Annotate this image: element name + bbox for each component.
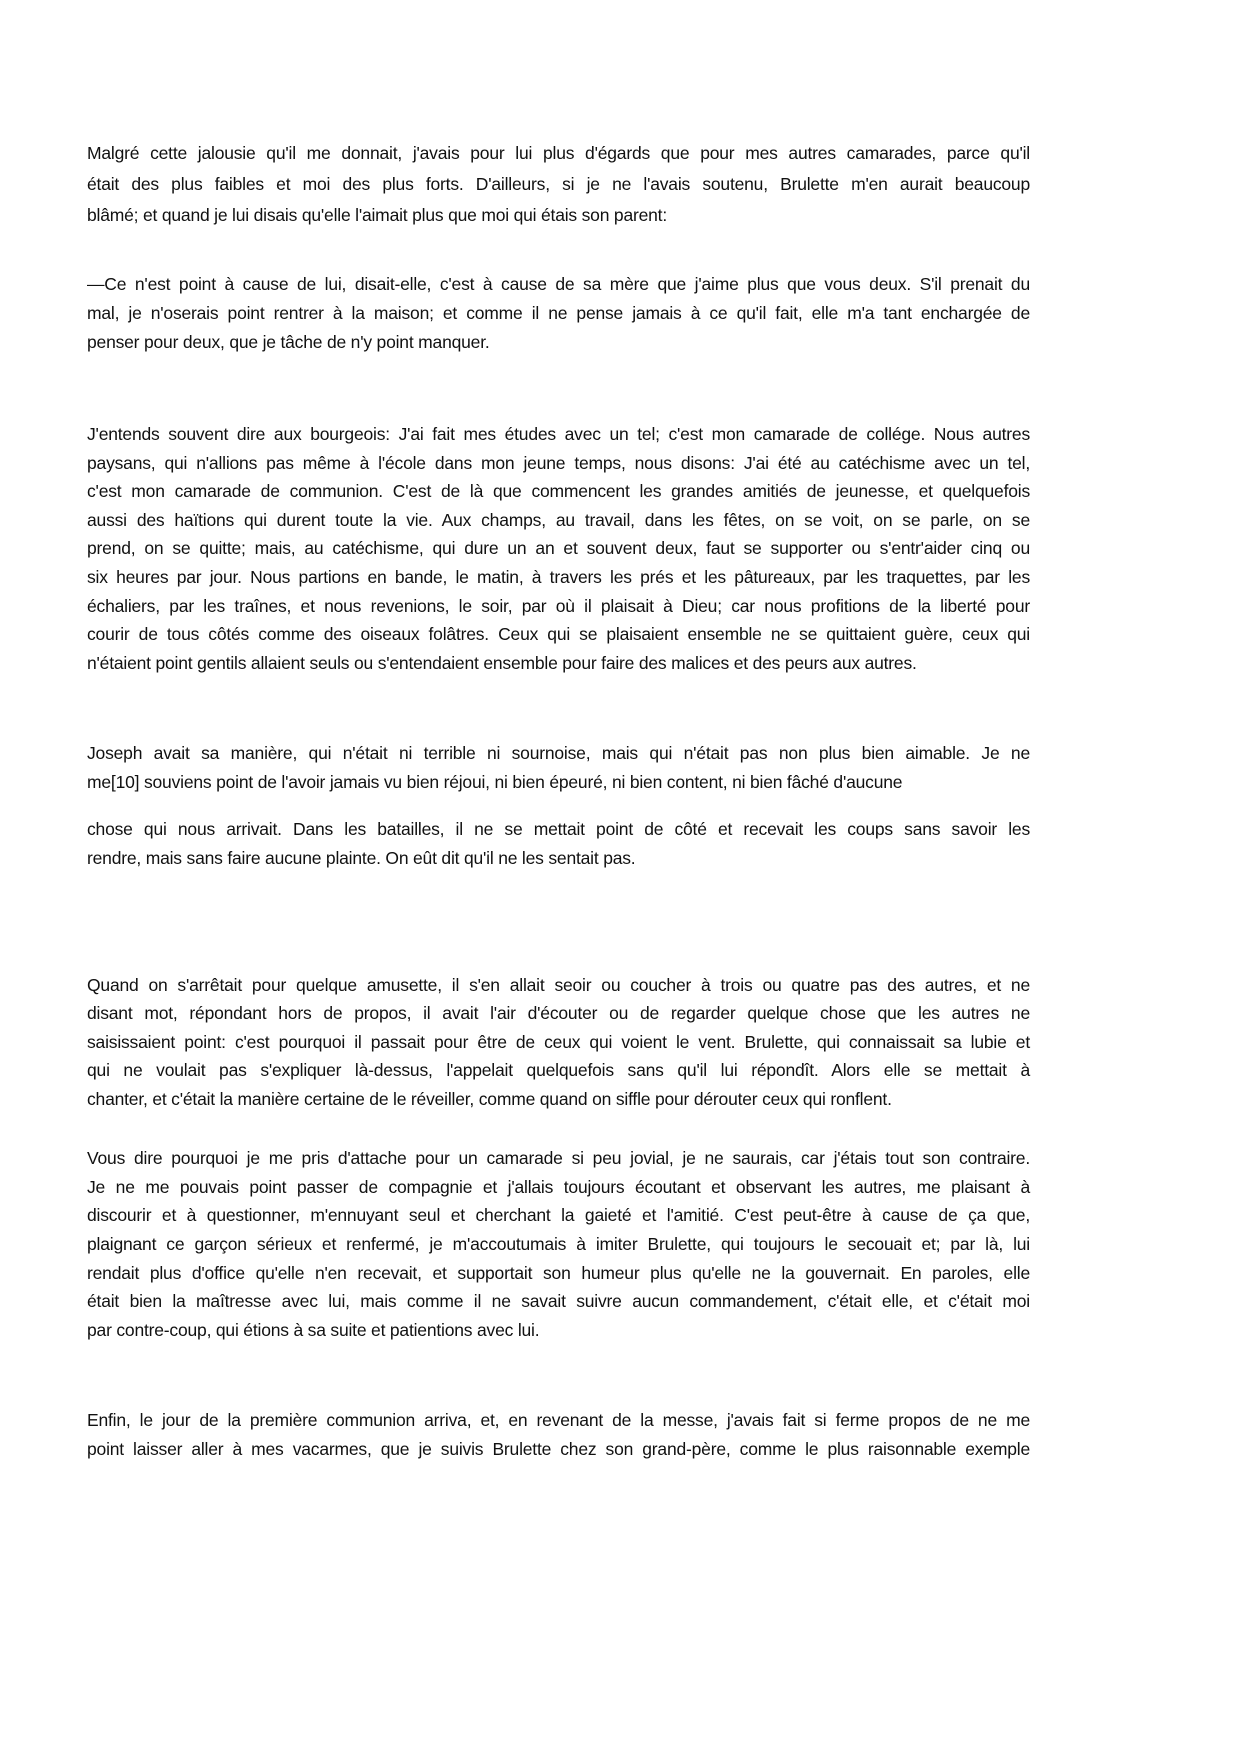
text-line: courir de tous côtés comme des oiseaux folâtres. Ceux qui se plaisaient ensemble ne se quittaient guère, ceux qui (87, 624, 1030, 645)
text-line: Je ne me pouvais point passer de compagnie et j'allais toujours écoutant et observant les autres, me plaisant à (87, 1176, 1030, 1197)
paragraph (87, 270, 1030, 357)
paragraph (87, 420, 1030, 677)
text-line: blâmé; et quand je lui disais qu'elle l'aimait plus que moi qui étais son parent: (87, 205, 667, 225)
text-line: Joseph avait sa manière, qui n'était ni terrible ni sournoise, mais qui n'était pas non plus bien aimable. Je ne (87, 743, 1030, 763)
text-line: Quand on s'arrêtait pour quelque amusette, il s'en allait seoir ou coucher à trois ou quatre pas des autres, et ne (87, 975, 1030, 995)
text-line: disant mot, répondant hors de propos, il avait l'air d'écouter ou de regarder quelque chose que les autres ne (87, 1003, 1030, 1024)
text-line: plaignant ce garçon sérieux et renfermé, je m'accoutumais à imiter Brulette, qui toujours le secouait et; par là, lui (87, 1234, 1030, 1255)
text-line: Malgré cette jalousie qu'il me donnait, j'avais pour lui plus d'égards que pour mes autres camarades, parce qu'il (87, 143, 1030, 163)
text-line: point laisser aller à mes vacarmes, que je suivis Brulette chez son grand-père, comme le plus raisonnable exemple (87, 1439, 1030, 1459)
text-line: aussi des haïtions qui durent toute la vie. Aux champs, au travail, dans les fêtes, on se voit, on se parle, on se (87, 509, 1030, 530)
paragraph (87, 138, 1030, 231)
text-line: chanter, et c'était la manière certaine de le réveiller, comme quand on siffle pour dérouter ceux qui ronflent. (87, 1088, 892, 1109)
text-line: rendait plus d'office qu'elle n'en recevait, et supportait son humeur plus qu'elle ne la gouvernait. En paroles, elle (87, 1262, 1030, 1283)
text-line: paysans, qui n'allions pas même à l'école dans mon jeune temps, nous disons: J'ai été au catéchisme avec un tel, (87, 452, 1030, 473)
text-line: n'étaient point gentils allaient seuls ou s'entendaient ensemble pour faire des malices et des peurs aux autres. (87, 652, 917, 673)
text-line: saisissaient point: c'est pourquoi il passait pour être de ceux qui voient le vent. Brulette, qui connaissait sa lubie et (87, 1031, 1030, 1052)
text-line: échaliers, par les traînes, et nous revenions, le soir, par où il plaisait à Dieu; car nous profitions de la liberté pour (87, 595, 1030, 616)
text-line: Enfin, le jour de la première communion arriva, et, en revenant de la messe, j'avais fait si ferme propos de ne me (87, 1410, 1030, 1430)
text-line: prend, on se quitte; mais, au catéchisme, qui dure un an et souvent deux, faut se supporter ou s'entr'aider cinq ou (87, 538, 1030, 559)
text-line: penser pour deux, que je tâche de n'y point manquer. (87, 332, 490, 352)
text-line: chose qui nous arrivait. Dans les batailles, il ne se mettait point de côté et recevait les coups sans savoir les (87, 819, 1030, 839)
text-line: rendre, mais sans faire aucune plainte. On eût dit qu'il ne les sentait pas. (87, 848, 636, 868)
paragraph (87, 971, 1030, 1113)
text-line: c'est mon camarade de communion. C'est de là que commencent les grandes amitiés de jeunesse, et quelquefois (87, 481, 1030, 502)
text-line: était bien la maîtresse avec lui, mais comme il ne savait suivre aucun commandement, c'était elle, et c'était moi (87, 1291, 1030, 1312)
text-line: —Ce n'est point à cause de lui, disait-elle, c'est à cause de sa mère que j'aime plus que vous deux. S'il prenait du (87, 274, 1030, 294)
text-line: Vous dire pourquoi je me pris d'attache pour un camarade si peu jovial, je ne saurais, car j'étais tout son contraire. (87, 1148, 1030, 1168)
paragraph (87, 1144, 1030, 1345)
text-line: mal, je n'oserais point rentrer à la maison; et comme il ne pense jamais à ce qu'il fait, elle m'a tant enchargée de (87, 303, 1030, 323)
text-line: me[10] souviens point de l'avoir jamais vu bien réjoui, ni bien épeuré, ni bien content, ni bien fâché d'aucune (87, 772, 903, 792)
text-line: était des plus faibles et moi des plus forts. D'ailleurs, si je ne l'avais soutenu, Brulette m'en aurait beaucoup (87, 174, 1030, 194)
paragraph (87, 815, 1030, 873)
text-line: six heures par jour. Nous partions en bande, le matin, à travers les prés et les pâtureaux, par les traquettes, par les (87, 566, 1030, 587)
paragraph (87, 1406, 1030, 1464)
text-line: discourir et à questionner, m'ennuyant seul et cherchant la gaieté et l'amitié. C'est peut-être à cause de ça que, (87, 1205, 1030, 1226)
paragraph (87, 739, 1030, 797)
text-line: par contre-coup, qui étions à sa suite et patientions avec lui. (87, 1320, 540, 1341)
text-line: J'entends souvent dire aux bourgeois: J'ai fait mes études avec un tel; c'est mon camarade de collége. Nous autres (87, 424, 1030, 444)
text-line: qui ne voulait pas s'expliquer là-dessus, l'appelait quelquefois sans qu'il lui répondît. Alors elle se mettait à (87, 1060, 1030, 1081)
